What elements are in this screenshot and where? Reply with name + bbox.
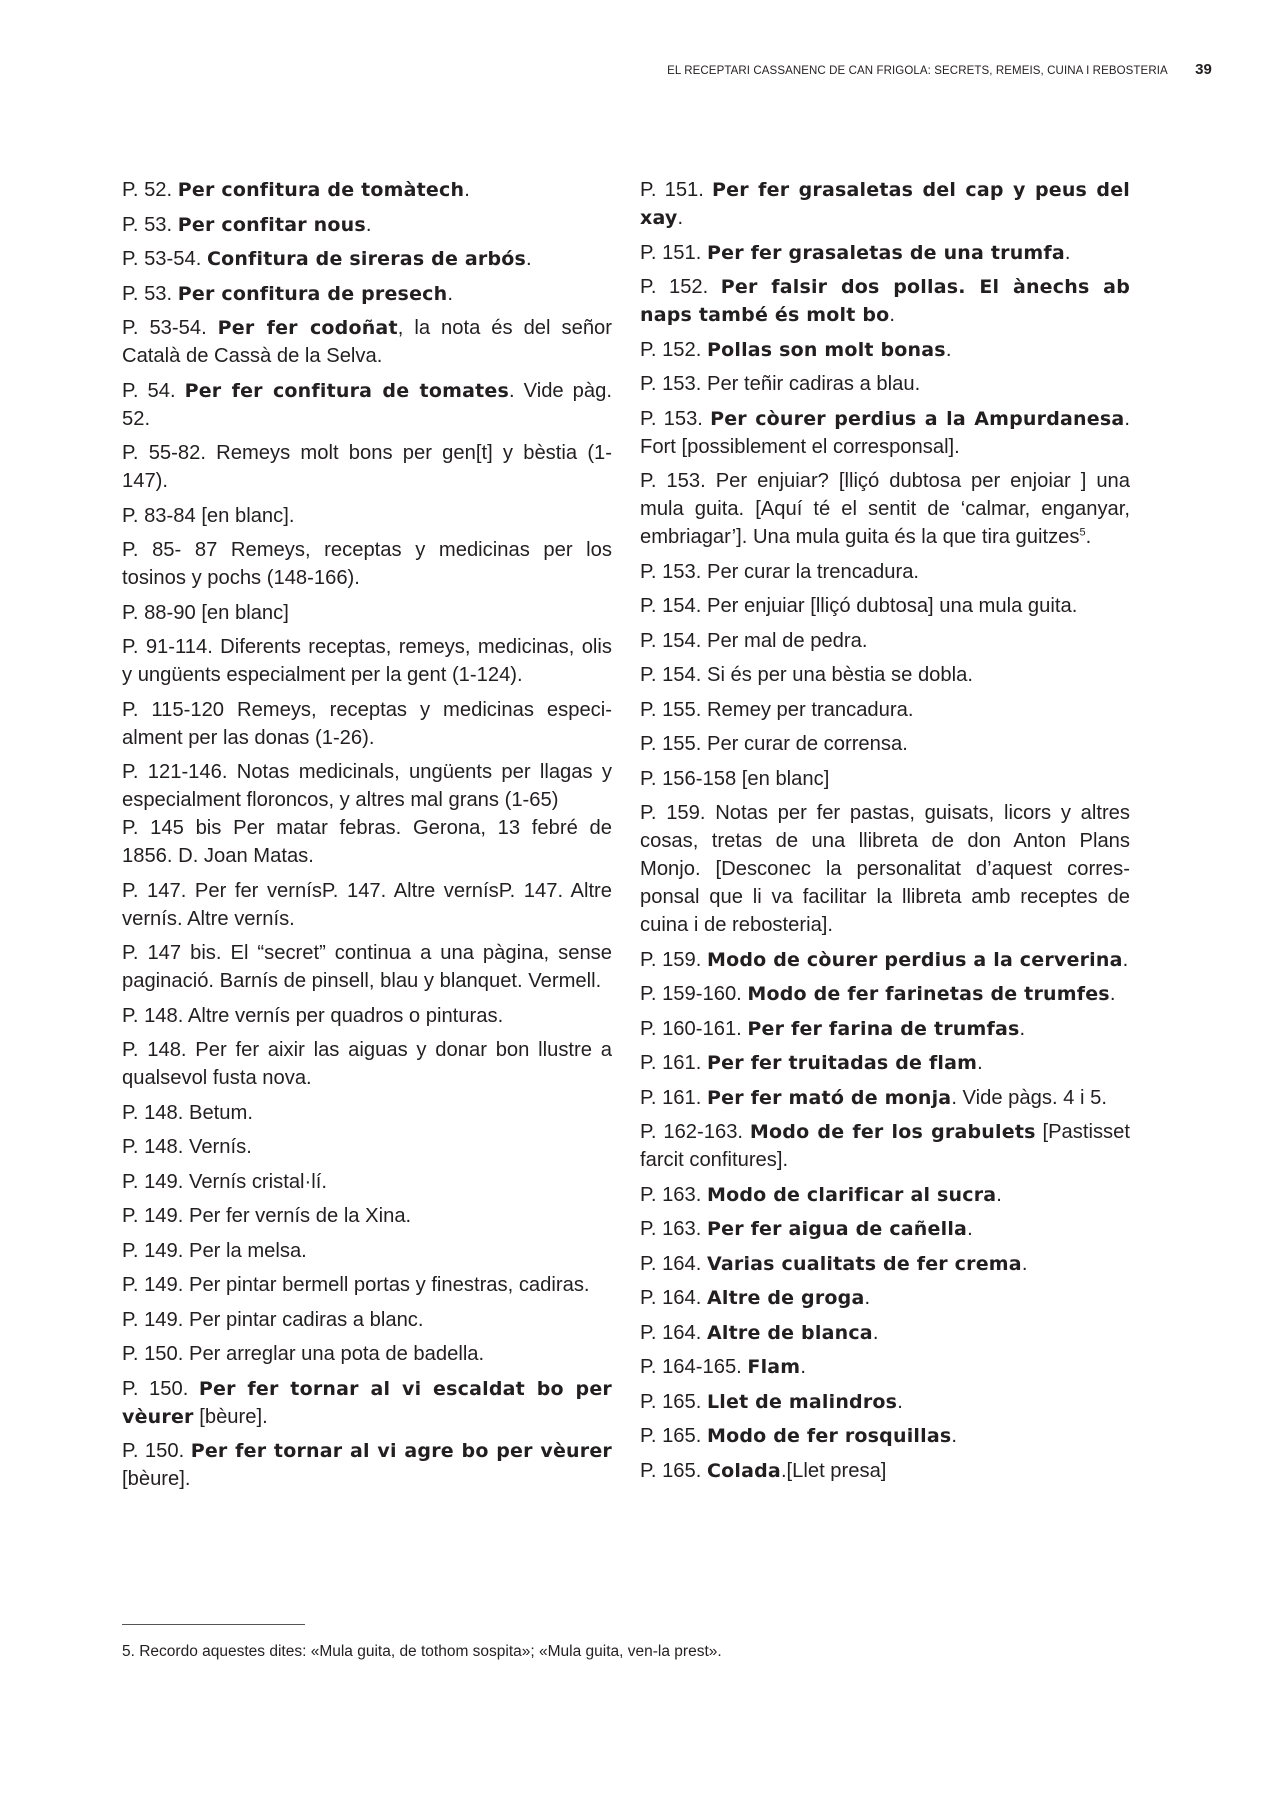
entry-text: P. 153. Per curar la trencadura. <box>640 560 920 583</box>
entry-recipe-title: Modo de còurer perdius a la cerverina <box>706 948 1123 971</box>
index-entry <box>122 633 612 689</box>
index-entry <box>122 1002 612 1030</box>
entry-note: . <box>977 1052 983 1074</box>
entry-note: . <box>945 338 952 361</box>
entry-recipe-title: Per fer tornar al vi agre bo per vèurer <box>190 1440 612 1462</box>
index-entry <box>122 599 612 627</box>
index-entry <box>640 405 1130 461</box>
index-entry <box>122 1237 612 1265</box>
entry-recipe-title: Per fer mató de monja <box>706 1086 952 1109</box>
index-entry <box>640 370 1130 398</box>
index-entry <box>122 1271 612 1299</box>
entry-text: P. 153. Per teñir cadiras a blau. <box>640 373 921 395</box>
entry-text: P. 165. <box>640 1425 707 1447</box>
index-entry <box>122 814 612 870</box>
index-entry <box>122 1202 612 1230</box>
entry-note: [bèure]. <box>122 1468 191 1490</box>
entry-recipe-title: Varias cualitats de fer crema <box>706 1252 1022 1275</box>
entry-note: . <box>872 1321 879 1344</box>
entry-note: [Pastisset farcit confitures]. <box>640 1121 1130 1171</box>
entry-recipe-title: Modo de fer rosquillas <box>706 1425 952 1447</box>
entry-text: P. 88-90 [en blanc] <box>122 601 289 624</box>
entry-recipe-title: Per fer aigua de cañella <box>706 1218 968 1240</box>
index-entry <box>640 1422 1130 1450</box>
footnote-divider <box>122 1624 305 1625</box>
index-entry <box>640 1084 1130 1112</box>
index-entry <box>640 696 1130 724</box>
entry-note: , la nota és del señor Català de Cassà de la Selva. <box>122 317 612 367</box>
entry-text: P. 154. Per mal de pedra. <box>640 629 868 652</box>
entry-text: P. 163. <box>640 1183 707 1206</box>
index-entry <box>640 1118 1130 1174</box>
entry-text: P. 115-120 Remeys, receptas y medicinas especialment per las donas (1-26). <box>122 698 612 749</box>
entry-text: P. 151. <box>640 241 707 264</box>
entry-text: P. 149. Per pintar bermell portas y finestras, cadiras. <box>122 1274 590 1296</box>
entry-recipe-title: Flam <box>747 1356 801 1378</box>
entry-text: P. 148. Altre vernís per quadros o pinturas. <box>122 1004 504 1027</box>
index-entry <box>640 1353 1130 1381</box>
entry-text: P. 148. Betum. <box>122 1101 253 1124</box>
footnote-ref[interactable]: 5 <box>1079 526 1086 539</box>
index-entry <box>640 946 1130 974</box>
index-entry <box>122 439 612 495</box>
entry-recipe-title: Modo de fer farinetas de trumfes <box>747 983 1110 1005</box>
entry-recipe-title: Per confitura de tomàtech <box>177 179 465 201</box>
index-entry <box>122 245 612 273</box>
entry-text: P. 53-54. <box>122 248 207 270</box>
entry-recipe-title: Colada <box>706 1459 781 1482</box>
entry-recipe-title: Pollas son molt bonas <box>706 338 946 361</box>
entry-recipe-title: Per fer grasaletas de una trumfa <box>706 241 1065 264</box>
entry-note: . <box>996 1183 1002 1206</box>
entry-text: P. 54. <box>122 379 185 402</box>
entry-recipe-title: Per fer truitadas de flam <box>706 1052 978 1074</box>
entry-recipe-title: Per confitura de presech <box>177 282 448 305</box>
index-entry <box>122 1099 612 1127</box>
index-entry <box>640 730 1130 758</box>
index-entry <box>640 799 1130 939</box>
index-entry <box>640 1015 1130 1043</box>
entry-recipe-title: Per fer farina de trumfas <box>747 1017 1020 1040</box>
index-entry <box>640 336 1130 364</box>
index-entry <box>640 1388 1130 1416</box>
entry-text: P. 150. <box>122 1440 191 1462</box>
entry-text: P. 160-161. <box>640 1017 748 1040</box>
index-entry <box>640 661 1130 689</box>
entry-text: P. 148. Vernís. <box>122 1136 252 1158</box>
entry-text: P. 151. <box>640 179 713 201</box>
entry-recipe-title: Per còurer perdius a la Ampurdanesa <box>710 407 1125 430</box>
entry-text: P. 150. Per arreglar una pota de badella. <box>122 1343 485 1365</box>
entry-note: . <box>897 1390 903 1413</box>
entry-note: . <box>864 1287 871 1309</box>
entry-note: . Vide pàg. 52. <box>122 379 612 430</box>
running-title: EL RECEPTARI CASSANENC DE CAN FRIGOLA: SECRETS, REMEIS, CUINA I REBOSTERIA <box>667 65 1168 77</box>
entry-text: P. 165. <box>640 1459 707 1482</box>
right-column <box>640 176 1130 1491</box>
entry-note: . Vide pàgs. 4 i 5. <box>951 1086 1107 1109</box>
index-entry <box>122 939 612 995</box>
index-entry <box>640 176 1130 232</box>
index-entry <box>122 176 612 204</box>
entry-recipe-title: Per falsir dos pollas. El ànechs ab naps també és molt bo <box>640 276 1130 326</box>
entry-text: P. 165. <box>640 1390 707 1413</box>
entry-note: . <box>889 304 896 326</box>
entry-text: P. 91-114. Diferents receptas, remeys, medicinas, olis y ungüents especialment per la gent (1-124). <box>122 636 612 686</box>
entry-note: . <box>447 282 453 305</box>
index-entry <box>122 1340 612 1368</box>
entry-note: .[Llet presa] <box>780 1459 887 1482</box>
entry-note: . Fort [possiblement el corresponsal]. <box>640 407 1130 458</box>
entry-text-end: . <box>1085 526 1092 548</box>
entry-note: . <box>1021 1252 1028 1275</box>
entry-text: P. 164. <box>640 1252 707 1275</box>
entry-text: P. 155. Per curar de corrensa. <box>640 733 908 755</box>
index-entry <box>122 1375 612 1431</box>
index-entry <box>640 592 1130 620</box>
entry-text: P. 149. Vernís cristal·lí. <box>122 1170 327 1193</box>
index-entry <box>122 1133 612 1161</box>
index-entry <box>122 1168 612 1196</box>
entry-text: P. 155. Remey per trancadura. <box>640 698 914 721</box>
index-entry <box>640 1215 1130 1243</box>
entry-text: P. 154. Per enjuiar [lliçó dubtosa] una mula guita. <box>640 595 1078 617</box>
index-entry <box>640 627 1130 655</box>
entry-text: P. 164. <box>640 1287 707 1309</box>
entry-text: P. 52. <box>122 179 178 201</box>
entry-text: P. 148. Per fer aixir las aiguas y donar bon llustre a qualsevol fusta nova. <box>122 1039 612 1089</box>
entry-text: P. 164-165. <box>640 1356 748 1378</box>
entry-recipe-title: Per confitar nous <box>177 213 366 236</box>
entry-note: . <box>967 1218 973 1240</box>
entry-note: . <box>1109 983 1116 1005</box>
entry-note: . <box>1019 1017 1026 1040</box>
index-entry <box>640 558 1130 586</box>
entry-text: P. 149. Per fer vernís de la Xina. <box>122 1205 412 1227</box>
entry-text: P. 83-84 [en blanc]. <box>122 504 295 527</box>
entry-text: P. 53. <box>122 213 178 236</box>
entry-note: . <box>1122 948 1129 971</box>
footnote: 5. Recordo aquestes dites: «Mula guita, de tothom sospita»; «Mula guita, ven-la prest». <box>122 1643 722 1660</box>
index-entry <box>122 877 612 933</box>
entry-note: . <box>800 1356 806 1378</box>
entry-text: P. 152. <box>640 338 707 361</box>
running-head <box>0 61 1212 78</box>
entry-text: P. 85- 87 Remeys, receptas y medicinas per los tosinos y pochs (148-166). <box>122 539 612 589</box>
index-entry <box>640 239 1130 267</box>
entry-recipe-title: Llet de malindros <box>706 1390 898 1413</box>
entry-text: P. 159. Notas per fer pastas, guisats, licors y altres cosas, tretas de una llibreta de don Anton Plans Monjo. [Desconec la personalitat d’aquest corresponsal que li va facilitar la llibreta amb receptes de cuina i de rebosteria]. <box>640 802 1130 936</box>
entry-text: P. 154. Si és per una bèstia se dobla. <box>640 664 973 686</box>
entry-recipe-title: Modo de fer los grabulets <box>749 1121 1036 1143</box>
index-entry <box>640 1049 1130 1077</box>
left-column <box>122 176 612 1500</box>
entry-text: P. 152. <box>640 276 721 298</box>
entry-recipe-title: Per fer confitura de tomates <box>184 379 509 402</box>
entry-text: P. 149. Per la melsa. <box>122 1239 307 1262</box>
index-entry <box>640 273 1130 329</box>
index-entry <box>122 377 612 433</box>
entry-note: . <box>951 1425 957 1447</box>
index-entry <box>122 696 612 752</box>
entry-recipe-title: Modo de clarificar al sucra <box>706 1183 997 1206</box>
entry-recipe-title: Confitura de sireras de arbós <box>206 248 527 270</box>
entry-text: P. 147. Per fer vernísP. 147. Altre vernísP. 147. Altre vernís. Altre vernís. <box>122 879 612 930</box>
entry-text: P. 147 bis. El “secret” continua a una pàgina, sense paginació. Barnís de pinsell, blau y blanquet. Vermell. <box>122 942 612 992</box>
index-entry <box>122 502 612 530</box>
entry-text: P. 121-146. Notas medicinals, ungüents per llagas y especialment floroncos, y altres mal grans (1-65) <box>122 761 612 811</box>
entry-recipe-title: Per fer grasaletas del cap y peus del xay <box>640 179 1130 229</box>
entry-note: . <box>365 213 372 236</box>
entry-text: P. 163. <box>640 1218 707 1240</box>
index-entry <box>640 980 1130 1008</box>
index-entry <box>122 536 612 592</box>
index-entry <box>640 467 1130 551</box>
entry-text: P. 53-54. <box>122 317 218 339</box>
index-entry <box>122 280 612 308</box>
entry-text: P. 149. Per pintar cadiras a blanc. <box>122 1308 424 1331</box>
index-entry <box>640 1457 1130 1485</box>
entry-note: . <box>677 207 684 229</box>
entry-text: P. 53. <box>122 282 178 305</box>
entry-recipe-title: Per fer codoñat <box>217 317 398 339</box>
entry-text: P. 164. <box>640 1321 707 1344</box>
entry-recipe-title: Altre de blanca <box>706 1321 873 1344</box>
index-entry <box>640 765 1130 793</box>
entry-text: P. 156-158 [en blanc] <box>640 767 830 790</box>
entry-text: P. 150. <box>122 1377 199 1400</box>
index-entry <box>640 1319 1130 1347</box>
entry-note: . <box>1064 241 1071 264</box>
index-entry <box>122 211 612 239</box>
entry-note: . <box>526 248 532 270</box>
entry-note: [bèure]. <box>193 1405 268 1428</box>
entry-text: P. 153. Per enjuiar? [lliçó dubtosa per enjoiar ] una mula guita. [Aquí té el sentit de ‘calmar, enganyar, embriagar’]. Una mula guita és la que tira guitzes <box>640 470 1130 548</box>
index-entry <box>122 1306 612 1334</box>
entry-recipe-title: Per fer tornar al vi escaldat bo per vèurer <box>122 1377 612 1428</box>
entry-text: P. 159. <box>640 948 707 971</box>
index-entry <box>640 1284 1130 1312</box>
index-entry <box>640 1250 1130 1278</box>
entry-text: P. 159-160. <box>640 983 748 1005</box>
index-entry <box>122 1437 612 1493</box>
entry-note: . <box>464 179 470 201</box>
entry-text: P. 161. <box>640 1052 707 1074</box>
entry-text: P. 153. <box>640 407 711 430</box>
entry-recipe-title: Altre de groga <box>706 1287 865 1309</box>
entry-text: P. 161. <box>640 1086 707 1109</box>
entry-text: P. 162-163. <box>640 1121 750 1143</box>
entry-text: P. 145 bis Per matar febras. Gerona, 13 febré de 1856. D. Joan Matas. <box>122 817 612 867</box>
index-entry <box>640 1181 1130 1209</box>
index-entry <box>122 314 612 370</box>
entry-text: P. 55-82. Remeys molt bons per gen[t] y bèstia (1-147). <box>122 442 612 492</box>
index-entry <box>122 758 612 814</box>
page-number: 39 <box>1195 61 1212 78</box>
index-entry <box>122 1036 612 1092</box>
